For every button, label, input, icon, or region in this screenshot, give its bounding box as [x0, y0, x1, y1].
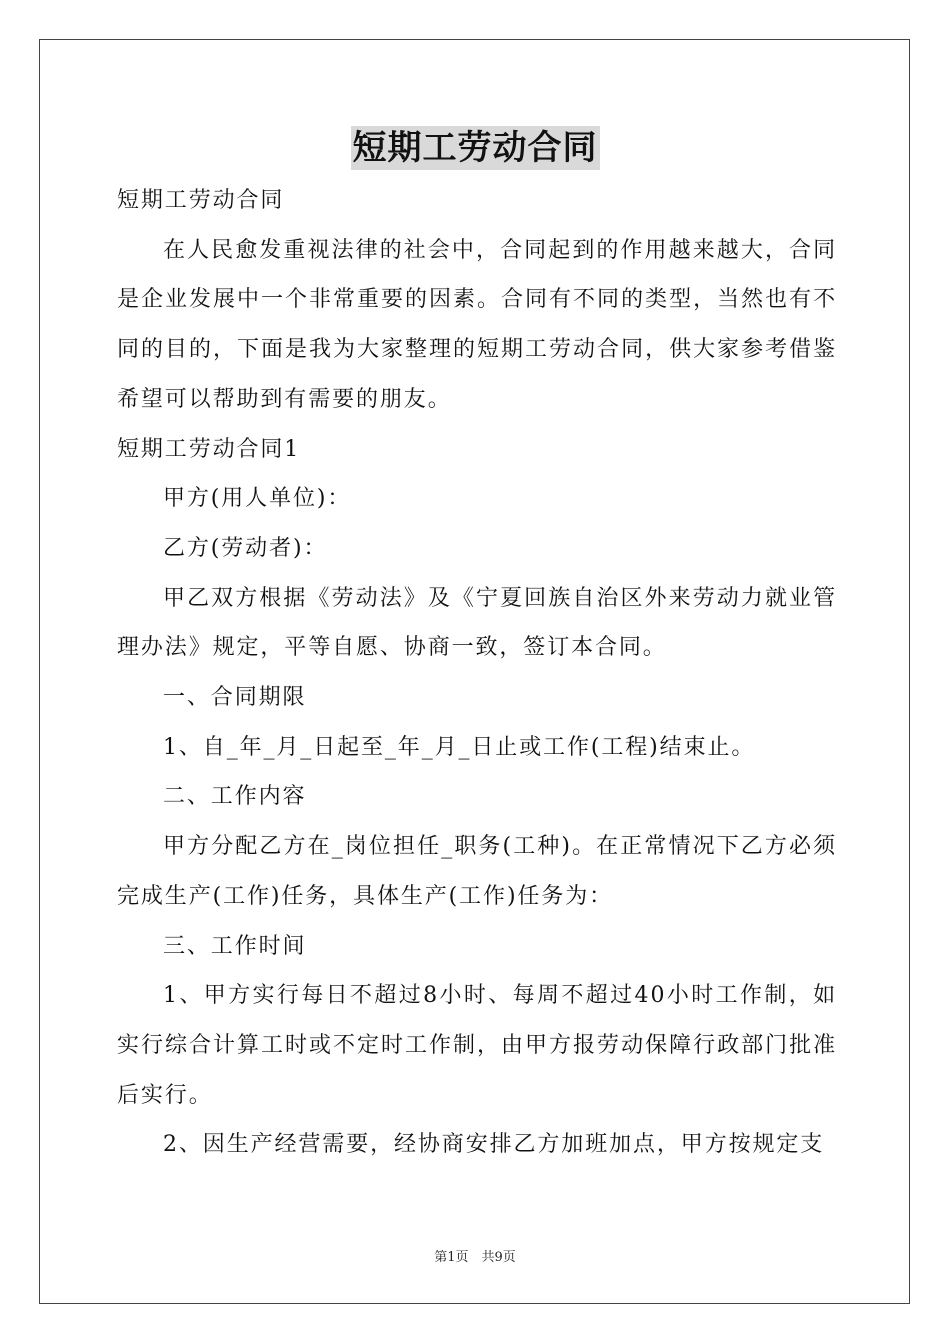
- document-title: 短期工劳动合同: [352, 128, 598, 168]
- paragraph: 甲乙双方根据《劳动法》及《宁夏回族自治区外来劳动力就业管理办法》规定，平等自愿、协商一致，签订本合同。: [117, 585, 837, 661]
- paragraph: 1、自_年_月_日起至_年_月_日止或工作(工程)结束止。: [163, 734, 756, 760]
- page-footer: 第1页 共9页: [434, 1250, 516, 1265]
- title-area: [0, 126, 950, 170]
- paragraph: 1、甲方实行每日不超过8小时、每周不超过40小时工作制，如实行综合计算工时或不定时工作制，由甲方报劳动保障行政部门批准后实行。: [117, 983, 837, 1108]
- paragraph: 2、因生产经营需要，经协商安排乙方加班加点，甲方按规定支: [163, 1132, 825, 1158]
- section-heading: 一、合同期限: [163, 685, 307, 711]
- paragraph: 在人民愈发重视法律的社会中，合同起到的作用越来越大，合同是企业发展中一个非常重要的因素。合同有不同的类型，当然也有不同的目的，下面是我为大家整理的短期工劳动合同，供大家参考借鉴希望可以帮助到有需要的朋友。: [117, 237, 837, 412]
- section-heading: 三、工作时间: [163, 933, 307, 959]
- document-body: [117, 176, 837, 1170]
- paragraph: 甲方分配乙方在_岗位担任_职务(工种)。在正常情况下乙方必须完成生产(工作)任务，具体生产(工作)任务为：: [117, 834, 837, 909]
- paragraph: 短期工劳动合同1: [117, 436, 301, 462]
- paragraph: 甲方(用人单位)：: [163, 486, 352, 512]
- section-heading: 二、工作内容: [163, 784, 307, 810]
- paragraph: 短期工劳动合同: [117, 188, 285, 213]
- paragraph: 乙方(劳动者)：: [163, 535, 328, 561]
